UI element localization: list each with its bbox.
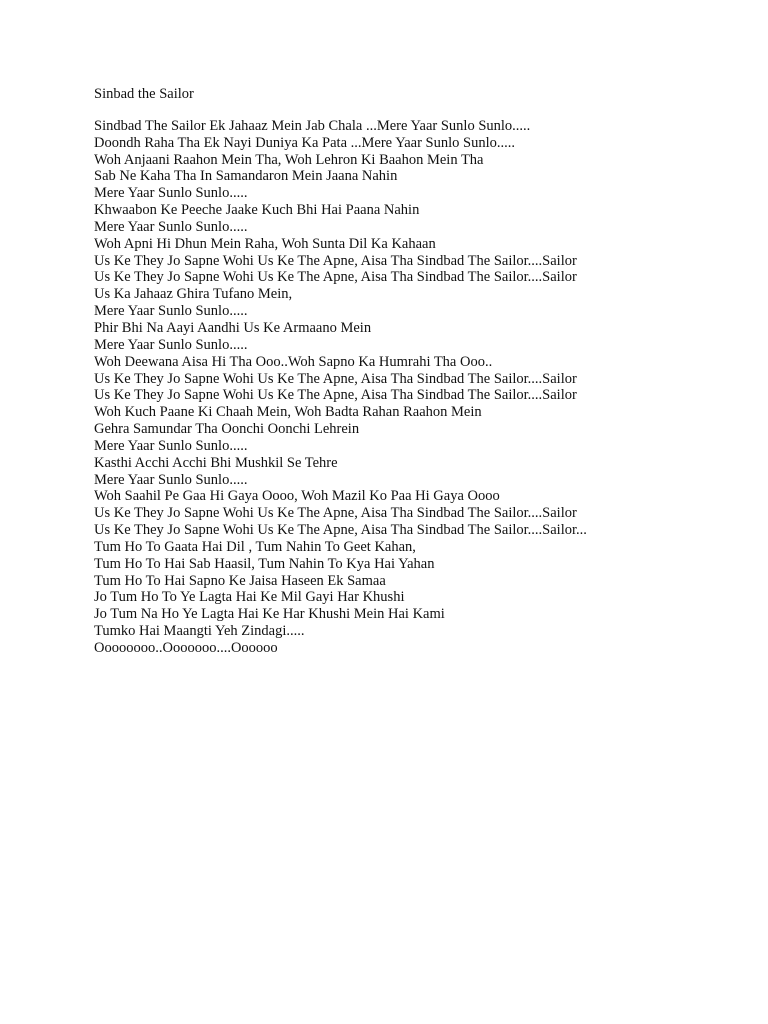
lyric-line: Woh Kuch Paane Ki Chaah Mein, Woh Badta Rahan Raahon Mein xyxy=(94,404,482,421)
document-title: Sinbad the Sailor xyxy=(94,86,194,102)
lyrics-list xyxy=(94,118,744,657)
lyric-line: Doondh Raha Tha Ek Nayi Duniya Ka Pata ...Mere Yaar Sunlo Sunlo..... xyxy=(94,134,515,151)
lyric-line: Kasthi Acchi Acchi Bhi Mushkil Se Tehre xyxy=(94,454,338,471)
lyric-line: Tum Ho To Hai Sab Haasil, Tum Nahin To Kya Hai Yahan xyxy=(94,555,435,572)
lyric-line: Us Ke They Jo Sapne Wohi Us Ke The Apne, Aisa Tha Sindbad The Sailor....Sailor... xyxy=(94,522,587,539)
lyric-line: Us Ke They Jo Sapne Wohi Us Ke The Apne, Aisa Tha Sindbad The Sailor....Sailor xyxy=(94,370,577,387)
lyric-line: Us Ke They Jo Sapne Wohi Us Ke The Apne, Aisa Tha Sindbad The Sailor....Sailor xyxy=(94,252,577,269)
lyric-line: Woh Saahil Pe Gaa Hi Gaya Oooo, Woh Mazil Ko Paa Hi Gaya Oooo xyxy=(94,488,500,505)
lyric-line: Mere Yaar Sunlo Sunlo..... xyxy=(94,185,248,202)
lyric-line: Tumko Hai Maangti Yeh Zindagi..... xyxy=(94,623,305,640)
lyric-line: Us Ka Jahaaz Ghira Tufano Mein, xyxy=(94,286,293,303)
lyric-line: Us Ke They Jo Sapne Wohi Us Ke The Apne, Aisa Tha Sindbad The Sailor....Sailor xyxy=(94,387,577,404)
lyric-line: Tum Ho To Hai Sapno Ke Jaisa Haseen Ek Samaa xyxy=(94,572,386,589)
lyric-line: Woh Deewana Aisa Hi Tha Ooo..Woh Sapno Ka Humrahi Tha Ooo.. xyxy=(94,353,493,370)
lyric-line: Sindbad The Sailor Ek Jahaaz Mein Jab Chala ...Mere Yaar Sunlo Sunlo..... xyxy=(94,117,531,134)
lyric-line: Jo Tum Ho To Ye Lagta Hai Ke Mil Gayi Har Khushi xyxy=(94,589,405,606)
lyric-line: Gehra Samundar Tha Oonchi Oonchi Lehrein xyxy=(94,421,360,438)
lyric-line: Tum Ho To Gaata Hai Dil , Tum Nahin To Geet Kahan, xyxy=(94,538,416,555)
lyric-line: Us Ke They Jo Sapne Wohi Us Ke The Apne, Aisa Tha Sindbad The Sailor....Sailor xyxy=(94,505,577,522)
lyric-line: Mere Yaar Sunlo Sunlo..... xyxy=(94,437,248,454)
lyric-line: Mere Yaar Sunlo Sunlo..... xyxy=(94,303,248,320)
lyric-line: Mere Yaar Sunlo Sunlo..... xyxy=(94,218,248,235)
lyric-line: Us Ke They Jo Sapne Wohi Us Ke The Apne, Aisa Tha Sindbad The Sailor....Sailor xyxy=(94,269,577,286)
document-body xyxy=(94,86,744,657)
lyric-line: Oooooooo..Ooooooo....Oooooo xyxy=(94,640,278,656)
lyric-line: Khwaabon Ke Peeche Jaake Kuch Bhi Hai Paana Nahin xyxy=(94,202,420,219)
lyric-line: Sab Ne Kaha Tha In Samandaron Mein Jaana Nahin xyxy=(94,168,398,185)
lyric-line: Woh Apni Hi Dhun Mein Raha, Woh Sunta Dil Ka Kahaan xyxy=(94,235,436,252)
lyric-line: Jo Tum Na Ho Ye Lagta Hai Ke Har Khushi Mein Hai Kami xyxy=(94,606,445,623)
lyric-line: Woh Anjaani Raahon Mein Tha, Woh Lehron Ki Baahon Mein Tha xyxy=(94,151,484,168)
lyric-line: Mere Yaar Sunlo Sunlo..... xyxy=(94,336,248,353)
lyric-line: Phir Bhi Na Aayi Aandhi Us Ke Armaano Mein xyxy=(94,319,372,336)
lyric-line: Mere Yaar Sunlo Sunlo..... xyxy=(94,471,248,488)
